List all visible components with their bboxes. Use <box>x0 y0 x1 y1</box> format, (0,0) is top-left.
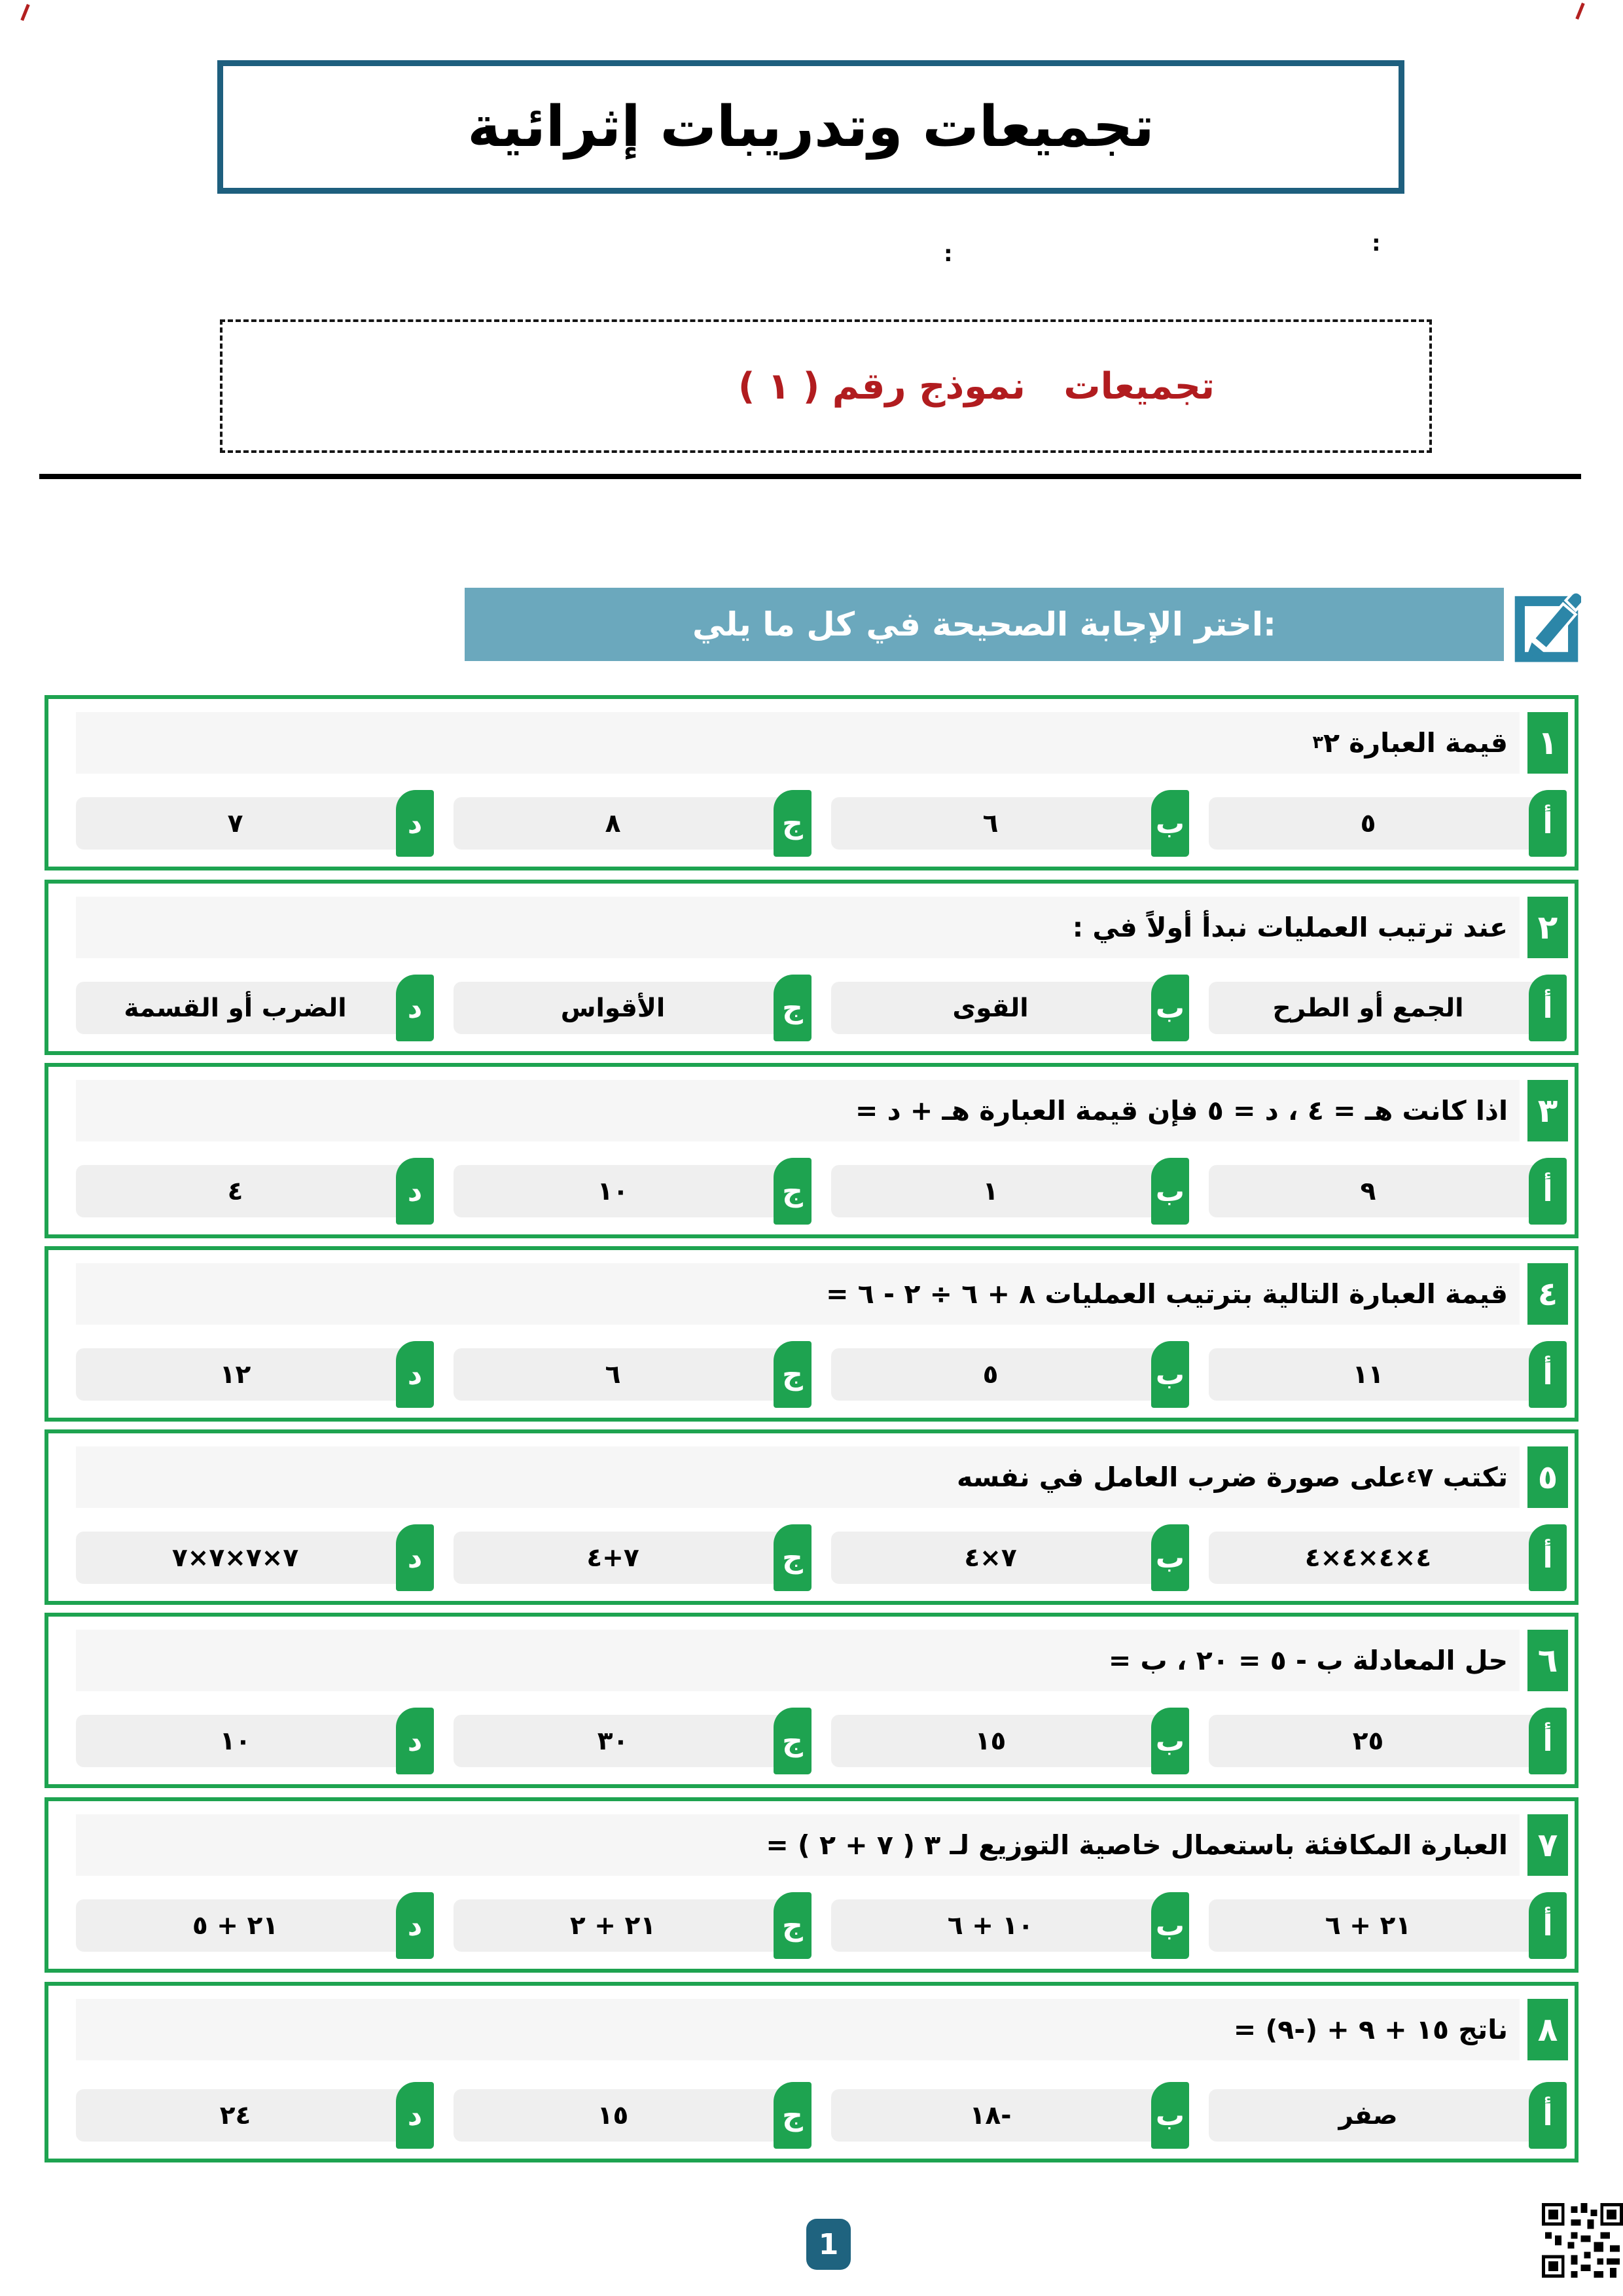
options-row <box>76 1899 1565 1952</box>
option-value: ١٠ <box>597 1176 629 1206</box>
question-box-7 <box>45 1797 1578 1973</box>
option-value: ٢١ + ٢ <box>569 1910 656 1941</box>
answer-option-b[interactable] <box>831 1715 1188 1767</box>
answer-option-c[interactable] <box>454 1165 810 1217</box>
question-number-badge: ٣ <box>1527 1080 1568 1141</box>
answer-option-a[interactable] <box>1209 982 1565 1034</box>
option-letter-badge: ج <box>774 1524 812 1591</box>
option-value: ٥ <box>982 1359 999 1390</box>
model-number-box <box>220 319 1432 453</box>
question-number-badge: ٨ <box>1527 1999 1568 2060</box>
name-field-colon: : <box>1372 230 1381 257</box>
option-letter-badge: أ <box>1529 1524 1567 1591</box>
option-value: ١ <box>982 1176 999 1206</box>
option-value: صفر <box>1338 2100 1398 2130</box>
answer-option-a[interactable] <box>1209 1348 1565 1401</box>
answer-option-a[interactable] <box>1209 1165 1565 1217</box>
option-value: ٣٠ <box>597 1726 629 1756</box>
answer-option-c[interactable] <box>454 1532 810 1584</box>
answer-option-b[interactable] <box>831 982 1188 1034</box>
option-value: ٩ <box>1360 1176 1376 1206</box>
option-value: ٧ <box>227 808 243 838</box>
option-letter-badge: ب <box>1151 1892 1189 1959</box>
option-letter-badge: د <box>396 1341 434 1408</box>
option-value: ٤ <box>227 1176 243 1206</box>
option-letter-badge: د <box>396 1708 434 1774</box>
option-letter-badge: أ <box>1529 1341 1567 1408</box>
option-letter-badge: ج <box>774 790 812 857</box>
answer-option-b[interactable] <box>831 1348 1188 1401</box>
answer-option-c[interactable] <box>454 2089 810 2142</box>
option-letter-badge: ب <box>1151 1524 1189 1591</box>
question-text: تكتب ٧ ٤ على صورة ضرب العامل في نفسه <box>76 1446 1520 1508</box>
question-number-badge: ٤ <box>1527 1263 1568 1325</box>
option-letter-badge: ج <box>774 975 812 1041</box>
answer-option-c[interactable] <box>454 797 810 850</box>
option-letter-badge: ج <box>774 1708 812 1774</box>
option-value: ١١ <box>1352 1359 1384 1390</box>
option-value: ٧+٤ <box>586 1543 639 1573</box>
answer-option-d[interactable] <box>76 1899 433 1952</box>
page-title: تجميعات وتدريبات إثرائية <box>467 94 1154 160</box>
question-text <box>76 897 1520 958</box>
question-number-badge: ٢ <box>1527 897 1568 958</box>
option-letter-badge: ج <box>774 1892 812 1959</box>
option-value: -١٨ <box>969 2100 1012 2130</box>
options-row <box>76 1532 1565 1584</box>
horizontal-divider <box>39 474 1581 479</box>
answer-option-a[interactable] <box>1209 797 1565 850</box>
option-letter-badge: د <box>396 975 434 1041</box>
question-number-badge: ٧ <box>1527 1814 1568 1876</box>
answer-option-b[interactable] <box>831 797 1188 850</box>
answer-option-c[interactable] <box>454 1715 810 1767</box>
option-letter-badge: أ <box>1529 1892 1567 1959</box>
question-box-5 <box>45 1429 1578 1605</box>
option-value: ٢١ + ٥ <box>192 1910 279 1941</box>
option-letter-badge: أ <box>1529 975 1567 1041</box>
option-value: القوى <box>952 993 1029 1023</box>
option-letter-badge: أ <box>1529 1158 1567 1225</box>
question-text-main: عند ترتيب العمليات نبدأ أولاً في : <box>1072 912 1508 943</box>
answer-option-b[interactable] <box>831 1532 1188 1584</box>
option-value: ١٥ <box>597 2100 629 2130</box>
option-value: الجمع أو الطرح <box>1272 993 1464 1023</box>
question-text <box>76 1630 1520 1691</box>
question-text-rest: على صورة ضرب العامل في نفسه <box>956 1462 1406 1493</box>
option-value: ٢٥ <box>1352 1726 1384 1756</box>
answer-option-c[interactable] <box>454 1348 810 1401</box>
answer-option-a[interactable] <box>1209 1715 1565 1767</box>
question-box-4 <box>45 1246 1578 1422</box>
date-field-colon: : <box>944 241 953 267</box>
option-value: ٥ <box>1360 808 1376 838</box>
option-letter-badge: أ <box>1529 2082 1567 2149</box>
option-letter-badge: د <box>396 790 434 857</box>
model-number-label: تجميعات نموذج رقم ( ١ ) <box>738 365 1215 408</box>
option-letter-badge: ج <box>774 2082 812 2149</box>
answer-option-d[interactable] <box>76 982 433 1034</box>
options-row <box>76 2089 1565 2142</box>
answer-option-d[interactable] <box>76 2089 433 2142</box>
question-text-main: ناتج ١٥ + ٩ + (-٩) = <box>1233 2014 1508 2045</box>
answer-option-d[interactable] <box>76 797 433 850</box>
question-text <box>76 1080 1520 1141</box>
question-text-main: قيمة العبارة التالية بترتيب العمليات ٨ + ٦ ÷ ٢ - ٦ = <box>826 1278 1508 1310</box>
option-value: ٧×٤ <box>964 1543 1017 1573</box>
answer-option-d[interactable] <box>76 1532 433 1584</box>
option-letter-badge: أ <box>1529 1708 1567 1774</box>
option-letter-badge: ج <box>774 1158 812 1225</box>
answer-option-a[interactable] <box>1209 1532 1565 1584</box>
option-value: ٤×٤×٤×٤ <box>1304 1543 1432 1573</box>
option-letter-badge: ب <box>1151 975 1189 1041</box>
options-row <box>76 1165 1565 1217</box>
option-letter-badge: ب <box>1151 1341 1189 1408</box>
answer-option-a[interactable] <box>1209 2089 1565 2142</box>
options-row <box>76 1348 1565 1401</box>
answer-option-b[interactable] <box>831 1165 1188 1217</box>
answer-option-b[interactable] <box>831 1899 1188 1952</box>
question-box-6 <box>45 1613 1578 1788</box>
option-value: ٨ <box>605 808 621 838</box>
answer-option-d[interactable] <box>76 1348 433 1401</box>
option-value: ٧×٧×٧×٧ <box>171 1543 299 1573</box>
options-row <box>76 1715 1565 1767</box>
instruction-bar <box>465 588 1504 661</box>
question-text <box>76 1263 1520 1325</box>
option-letter-badge: ب <box>1151 1158 1189 1225</box>
option-value: ١٥ <box>974 1726 1007 1756</box>
option-letter-badge: ج <box>774 1341 812 1408</box>
options-row <box>76 797 1565 850</box>
option-value: ١٠ <box>219 1726 251 1756</box>
corner-mark-left <box>20 4 29 21</box>
option-value: ١٢ <box>219 1359 251 1390</box>
option-letter-badge: ب <box>1151 1708 1189 1774</box>
question-text <box>76 1814 1520 1876</box>
option-letter-badge: أ <box>1529 790 1567 857</box>
option-value: ٢٤ <box>219 2100 251 2130</box>
option-letter-badge: د <box>396 1524 434 1591</box>
title-box <box>217 60 1404 194</box>
options-row <box>76 982 1565 1034</box>
qr-code <box>1542 2203 1623 2278</box>
question-box-1 <box>45 695 1578 870</box>
option-letter-badge: ب <box>1151 2082 1189 2149</box>
instruction-text: :اختر الإجابة الصحيحة في كل ما يلي <box>692 605 1276 643</box>
option-value: ٦ <box>982 808 999 838</box>
option-letter-badge: د <box>396 1158 434 1225</box>
question-text: قيمة العبارة ٢ ٣ <box>76 712 1520 774</box>
question-number-badge: ٥ <box>1527 1446 1568 1508</box>
option-letter-badge: د <box>396 1892 434 1959</box>
answer-option-d[interactable] <box>76 1715 433 1767</box>
option-value: الأقواس <box>560 993 666 1023</box>
option-value: الضرب أو القسمة <box>124 993 347 1023</box>
page-number-badge: 1 <box>806 2219 851 2270</box>
answer-option-d[interactable] <box>76 1165 433 1217</box>
edit-pencil-icon <box>1512 583 1581 664</box>
question-box-8 <box>45 1982 1578 2162</box>
corner-mark-right <box>1575 3 1584 20</box>
question-number-badge: ١ <box>1527 712 1568 774</box>
question-text-main: قيمة العبارة ٢ <box>1323 727 1508 759</box>
answer-option-b[interactable] <box>831 2089 1188 2142</box>
option-value: ٢١ + ٦ <box>1325 1910 1412 1941</box>
option-letter-badge: ب <box>1151 790 1189 857</box>
answer-option-c[interactable] <box>454 982 810 1034</box>
question-text <box>76 1999 1520 2060</box>
question-box-3 <box>45 1063 1578 1238</box>
option-value: ٦ <box>605 1359 621 1390</box>
answer-option-c[interactable] <box>454 1899 810 1952</box>
question-text-main: اذا كانت هـ = ٤ ، د = ٥ فإن قيمة العبارة هـ + د = <box>855 1095 1508 1126</box>
question-text-main: العبارة المكافئة باستعمال خاصية التوزيع لـ ٣ ( ٧ + ٢ ) = <box>766 1829 1508 1861</box>
option-letter-badge: د <box>396 2082 434 2149</box>
question-text-main: حل المعادلة ب - ٥ = ٢٠ ، ب = <box>1108 1645 1508 1676</box>
question-box-2 <box>45 880 1578 1055</box>
question-number-badge: ٦ <box>1527 1630 1568 1691</box>
question-text-main: تكتب ٧ <box>1417 1462 1508 1493</box>
answer-option-a[interactable] <box>1209 1899 1565 1952</box>
option-value: ١٠ + ٦ <box>947 1910 1034 1941</box>
